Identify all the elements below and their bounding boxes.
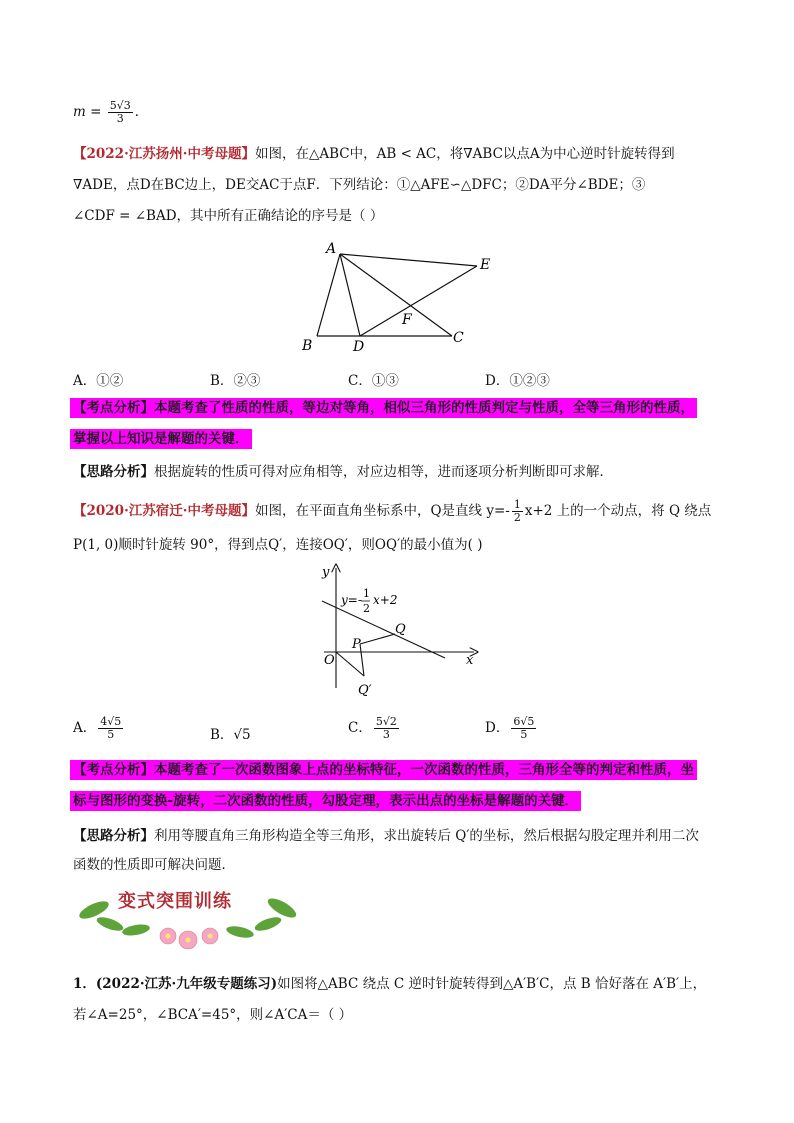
q1-option-c[interactable]: C．①③: [348, 373, 399, 389]
label-E: E: [480, 257, 491, 273]
q1-triangle-figure: [290, 238, 510, 358]
q1-option-b[interactable]: B．②③: [210, 373, 261, 389]
label-B: B: [302, 338, 313, 354]
q2-option-c-fraction: $\frac{5√2}{3}$: [375, 715, 397, 741]
q2-thinking-line2: 函数的性质即可解决问题．: [73, 857, 235, 873]
label-O: O: [324, 653, 335, 668]
q1-line3: ∠CDF = ∠BAD，其中所有正确结论的序号是（ ）: [73, 208, 384, 224]
q1-thinking-tag: 【思路分析】: [73, 464, 154, 480]
label-F: F: [402, 312, 412, 328]
q2-source: 【2020·江苏宿迁·中考母题】: [73, 503, 255, 519]
q2-thinking-line1: [73, 827, 699, 845]
q2-line1: 【2020·江苏宿迁·中考母题】如图，在平面直角坐标系中，Q是直线 y=- $\frac{1}{2}$ x+2 上的一个动点，将 Q 绕点: [73, 498, 712, 524]
q2-analysis-line1: 【考点分析】本题考查了一次函数图象上点的坐标特征，一次函数的性质，三角形全等的判定和性质，坐: [70, 760, 697, 780]
q3-text-1: 如图将△ABC 绕点 C 逆时针旋转得到△A′B′C，点 B 恰好落在 A′B′上，: [277, 976, 707, 992]
q1-analysis-line1: 【考点分析】本题考查了性质的性质，等边对等角，相似三角形的性质判定与性质，全等三角形的性质，: [70, 398, 697, 418]
q1-line1: [73, 145, 675, 163]
q1-thinking-text: 根据旋转的性质可得对应角相等，对应边相等，进而逐项分析判断即可求解．: [154, 464, 613, 480]
label-A: A: [326, 241, 337, 257]
formula-lhs: m =: [73, 104, 102, 120]
q2-option-a[interactable]: A． $\frac{4√5}{5}$: [73, 715, 122, 741]
line-equation-prefix: y=-: [341, 593, 362, 607]
top-formula: m = $\frac{5√3}{3}$ ．: [73, 99, 149, 125]
q2-option-b[interactable]: B．√5: [210, 727, 251, 743]
q1-thinking: [73, 463, 613, 481]
q2-slope-fraction: $\frac{1}{2}$: [513, 498, 521, 524]
q2-coordinate-figure: [300, 562, 490, 702]
q3-source: 1．(2022·江苏·九年级专题练习): [73, 976, 278, 992]
line-equation-den: 2: [363, 602, 370, 615]
q1-source: 【2022·江苏扬州·中考母题】: [73, 146, 255, 162]
label-C: C: [453, 330, 464, 346]
label-P: P: [352, 637, 361, 652]
formula-fraction: $\frac{5√3}{3}$: [109, 99, 131, 125]
q3-line1: [73, 975, 706, 993]
q3-line2: 若∠A=25°，∠BCA′=45°，则∠A′CA＝（ ）: [73, 1007, 353, 1023]
q2-option-d[interactable]: D． $\frac{6√5}{5}$: [485, 715, 535, 741]
line-equation-suffix: x+2: [373, 593, 398, 607]
label-D: D: [353, 339, 365, 355]
axis-label-y: y: [322, 565, 330, 580]
q2-thinking-tag: 【思路分析】: [73, 828, 154, 844]
q1-option-d[interactable]: D．①②③: [485, 373, 550, 389]
line-equation-num: 1: [363, 587, 370, 600]
q2-analysis-line2: 标与图形的变换-旋转，二次函数的性质，勾股定理，表示出点的坐标是解题的关键．: [70, 791, 581, 811]
q2-option-a-fraction: $\frac{4√5}{5}$: [100, 715, 122, 741]
label-Q-prime: Q′: [358, 683, 372, 698]
axis-label-x: x: [466, 653, 474, 668]
section-banner-title: 变式突围训练: [118, 891, 232, 912]
q2-option-d-fraction: $\frac{6√5}{5}$: [513, 715, 535, 741]
label-Q: Q: [395, 622, 406, 637]
q2-line2: P(1, 0)顺时针旋转 90°，得到点Q′，连接OQ′，则OQ′的最小值为( ): [73, 537, 483, 553]
q2-option-c[interactable]: C． $\frac{5√2}{3}$: [348, 715, 397, 741]
q1-option-a[interactable]: A．①②: [73, 373, 124, 389]
q1-text-1: 如图，在△ABC中，AB < AC，将∇ABC以点A为中心逆时针旋转得到: [254, 146, 675, 162]
q2-thinking-text: 利用等腰直角三角形构造全等三角形，求出旋转后 Q′的坐标，然后根据勾股定理并利用二次: [154, 828, 699, 844]
q1-analysis-line2: 掌握以上知识是解题的关键．: [70, 429, 252, 449]
q1-line2: ∇ADE，点D在BC边上，DE交AC于点F．下列结论：①△AFE∽△DFC；②DA平分∠BDE；③: [73, 177, 646, 193]
